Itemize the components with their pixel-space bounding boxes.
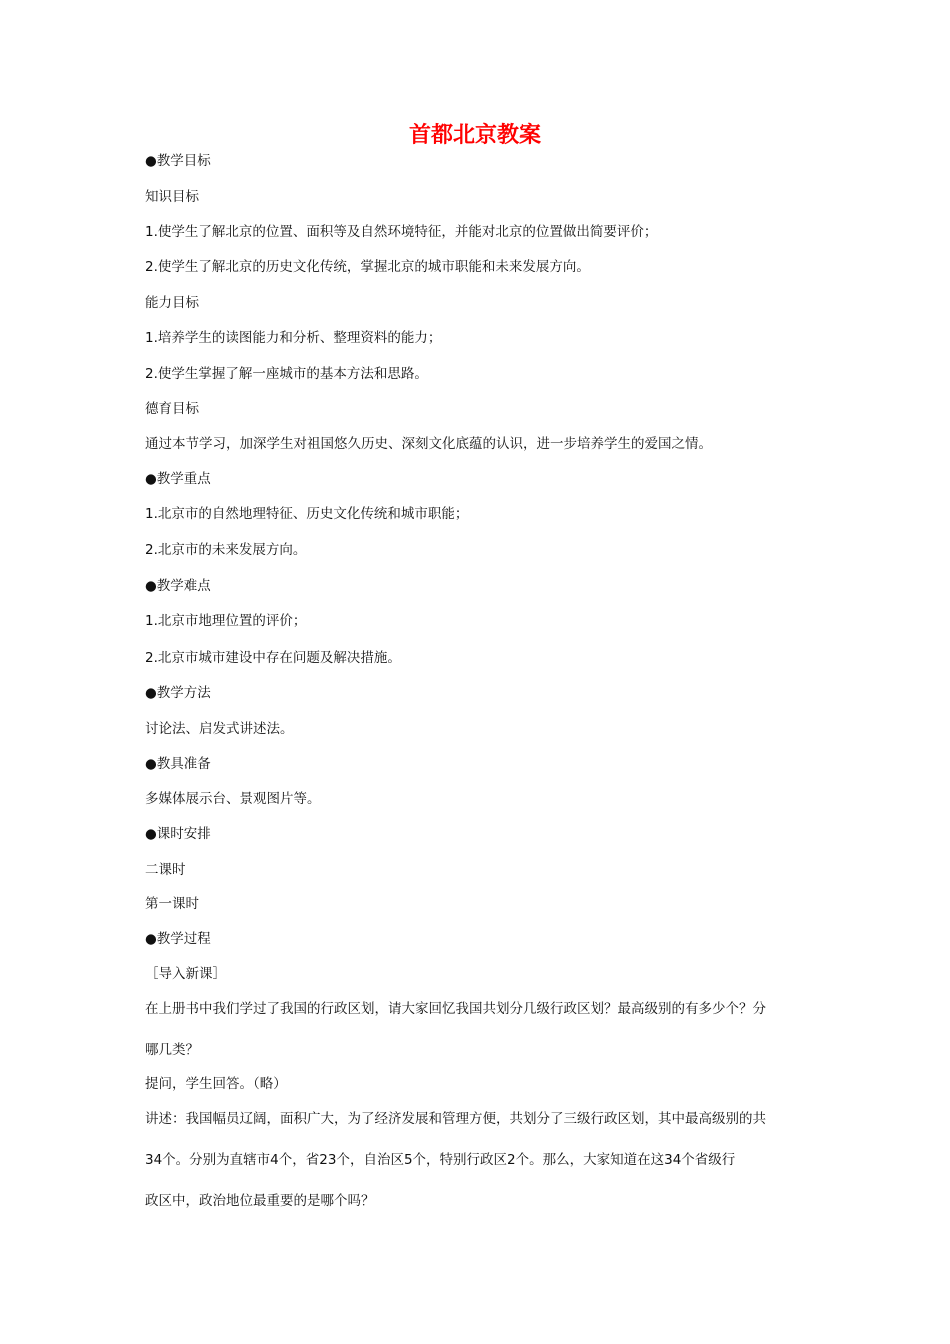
paragraph-line: 1.北京市地理位置的评价；	[145, 613, 307, 629]
paragraph-line: 讨论法、启发式讲述法。	[145, 721, 294, 737]
paragraph-line: 2.使学生掌握了解一座城市的基本方法和思路。	[145, 366, 428, 382]
subheading-ability-goals: 能力目标	[145, 295, 199, 311]
paragraph-line: 多媒体展示台、景观图片等。	[145, 791, 321, 807]
section-heading-process: ●教学过程	[145, 931, 211, 947]
paragraph-line: 2.北京市的未来发展方向。	[145, 542, 307, 558]
paragraph-line: 1.北京市的自然地理特征、历史文化传统和城市职能；	[145, 506, 469, 522]
section-heading-methods: ●教学方法	[145, 685, 211, 701]
subheading-moral-goals: 德育目标	[145, 401, 199, 417]
section-heading-teaching-goals: ●教学目标	[145, 153, 211, 169]
paragraph-line: 1.使学生了解北京的位置、面积等及自然环境特征，并能对北京的位置做出简要评价；	[145, 224, 658, 240]
paragraph-line: 通过本节学习，加深学生对祖国悠久历史、深刻文化底蕴的认识，进一步培养学生的爱国之情。	[145, 436, 712, 452]
subheading-knowledge-goals: 知识目标	[145, 189, 199, 205]
section-heading-key-points: ●教学重点	[145, 471, 211, 487]
section-heading-difficulties: ●教学难点	[145, 578, 211, 594]
subheading-first-lesson: 第一课时	[145, 896, 199, 912]
subheading-introduction: ［导入新课］	[145, 966, 226, 982]
paragraph-line: 在上册书中我们学过了我国的行政区划，请大家回忆我国共划分几级行政区划？最高级别的有多少个？分	[145, 1001, 766, 1017]
paragraph-line: 哪几类？	[145, 1042, 199, 1058]
section-heading-schedule: ●课时安排	[145, 826, 211, 842]
paragraph-line: 2.北京市城市建设中存在问题及解决措施。	[145, 650, 401, 666]
paragraph-line: 34个。分别为直辖市4个，省23个，自治区5个，特别行政区2个。那么，大家知道在这34个省级行	[145, 1152, 736, 1168]
paragraph-line: 政区中，政治地位最重要的是哪个吗？	[145, 1193, 375, 1209]
paragraph-line: 讲述：我国幅员辽阔，面积广大，为了经济发展和管理方便，共划分了三级行政区划，其中最高级别的共	[145, 1111, 766, 1127]
document-title: 首都北京教案	[408, 123, 541, 148]
section-heading-teaching-aids: ●教具准备	[145, 756, 211, 772]
paragraph-line: 1.培养学生的读图能力和分析、整理资料的能力；	[145, 330, 442, 346]
paragraph-line: 2.使学生了解北京的历史文化传统，掌握北京的城市职能和未来发展方向。	[145, 259, 590, 275]
paragraph-line: 提问，学生回答。（略）	[145, 1076, 287, 1092]
paragraph-line: 二课时	[145, 862, 186, 878]
